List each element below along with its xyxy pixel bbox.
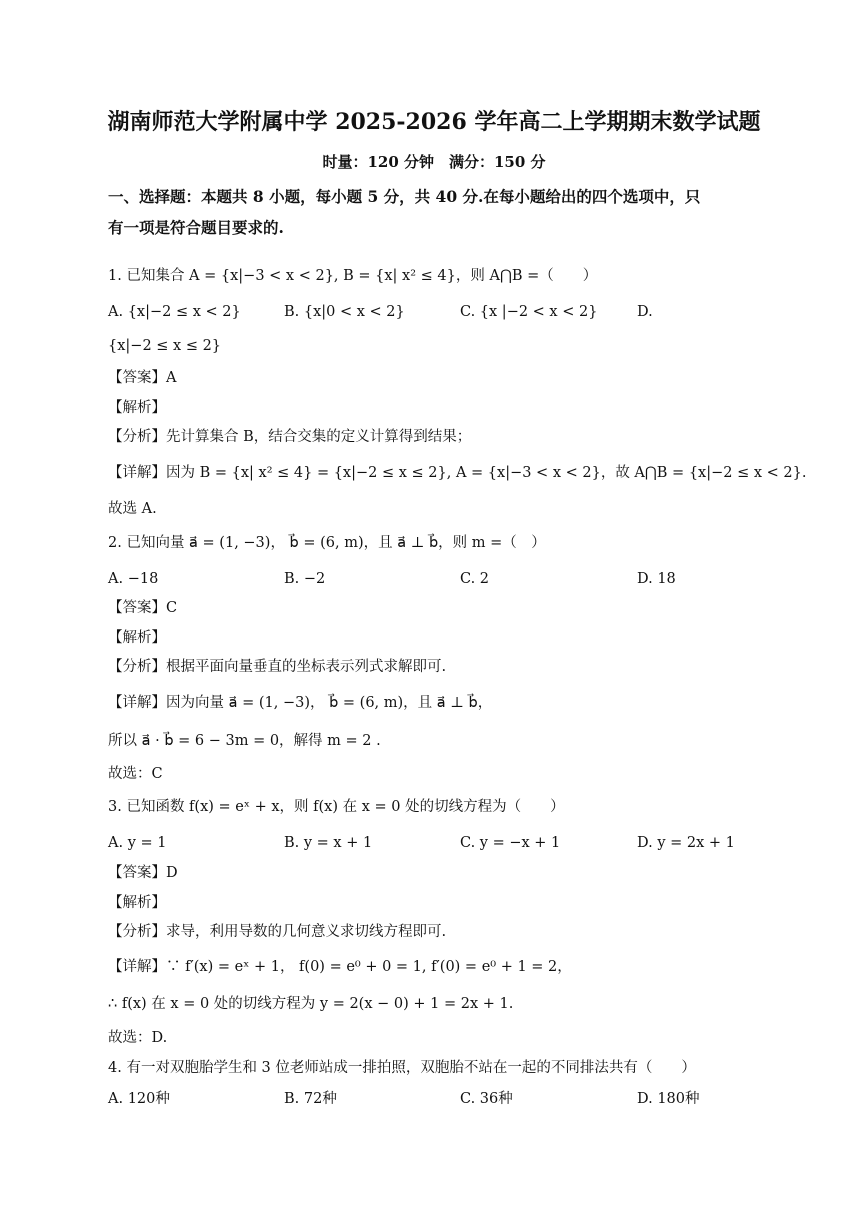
section-heading-line1: 一、选择题：本题共 8 小题，每小题 5 分，共 40 分.在每小题给出的四个选项中，只 xyxy=(108,187,701,206)
q3-stem: 3. 已知函数 f(x) = eˣ + x，则 f(x) 在 x = 0 处的切线方程为（ ） xyxy=(108,799,565,815)
q2-stem: 2. 已知向量 a⃗ = (1, −3)， b⃗ = (6, m)，且 a⃗ ⊥ b⃗，则 m =（ ） xyxy=(108,535,546,551)
q1-answer: 【答案】A xyxy=(108,370,177,386)
q3-analysis-label: 【解析】 xyxy=(108,895,166,911)
q1-conclusion: 故选 A. xyxy=(108,501,157,517)
q2-detail-2: 所以 a⃗ · b⃗ = 6 − 3m = 0，解得 m = 2 . xyxy=(108,733,381,749)
q3-analysis: 【分析】求导，利用导数的几何意义求切线方程即可. xyxy=(108,924,447,940)
q3-answer: 【答案】D xyxy=(108,865,178,881)
q1-detail: 【详解】因为 B = {x| x² ≤ 4} = {x|−2 ≤ x ≤ 2}, A = {x|−3 < x < 2}，故 A⋂B = {x|−2 ≤ x < 2}. xyxy=(108,465,807,481)
q1-option-c: C. {x |−2 < x < 2} xyxy=(460,304,598,320)
q3-option-b: B. y = x + 1 xyxy=(284,835,373,851)
q3-conclusion: 故选：D. xyxy=(108,1030,168,1046)
q2-answer: 【答案】C xyxy=(108,600,178,616)
q4-stem: 4. 有一对双胞胎学生和 3 位老师站成一排拍照，双胞胎不站在一起的不同排法共有（ ） xyxy=(108,1060,696,1076)
page-title: 湖南师范大学附属中学 2025-2026 学年高二上学期期末数学试题 xyxy=(107,109,761,135)
q1-analysis: 【分析】先计算集合 B，结合交集的定义计算得到结果； xyxy=(108,429,472,445)
q3-detail-2: ∴ f(x) 在 x = 0 处的切线方程为 y = 2(x − 0) + 1 = 2x + 1. xyxy=(108,996,514,1012)
q4-option-b: B. 72种 xyxy=(284,1091,337,1107)
q1-option-d: D. xyxy=(637,304,653,320)
q2-option-b: B. −2 xyxy=(284,571,326,587)
q2-detail: 【详解】因为向量 a⃗ = (1, −3)， b⃗ = (6, m)，且 a⃗ ⊥ b⃗， xyxy=(108,695,493,711)
exam-info: 时量：120 分钟 满分：150 分 xyxy=(322,153,546,171)
q2-analysis: 【分析】根据平面向量垂直的坐标表示列式求解即可. xyxy=(108,659,447,675)
q4-option-c: C. 36种 xyxy=(460,1091,513,1107)
q3-detail: 【详解】∵ f′(x) = eˣ + 1， f(0) = e⁰ + 0 = 1, f′(0) = e⁰ + 1 = 2， xyxy=(108,959,572,975)
section-heading-line2: 有一项是符合题目要求的. xyxy=(108,218,284,237)
q1-option-a: A. {x|−2 ≤ x < 2} xyxy=(108,304,241,320)
q3-option-c: C. y = −x + 1 xyxy=(460,835,561,851)
q2-option-d: D. 18 xyxy=(637,571,676,587)
q2-conclusion: 故选：C xyxy=(108,766,163,782)
q4-option-a: A. 120种 xyxy=(108,1091,170,1107)
q2-option-a: A. −18 xyxy=(108,571,159,587)
q1-option-b: B. {x|0 < x < 2} xyxy=(284,304,405,320)
q3-option-a: A. y = 1 xyxy=(108,835,167,851)
q4-option-d: D. 180种 xyxy=(637,1091,700,1107)
q1-option-d-continued: {x|−2 ≤ x ≤ 2} xyxy=(108,338,222,354)
q3-option-d: D. y = 2x + 1 xyxy=(637,835,735,851)
q2-option-c: C. 2 xyxy=(460,571,490,587)
q1-analysis-label: 【解析】 xyxy=(108,400,166,416)
q1-stem: 1. 已知集合 A = {x|−3 < x < 2}, B = {x| x² ≤ 4}，则 A⋂B =（ ） xyxy=(108,268,598,284)
q2-analysis-label: 【解析】 xyxy=(108,630,166,646)
